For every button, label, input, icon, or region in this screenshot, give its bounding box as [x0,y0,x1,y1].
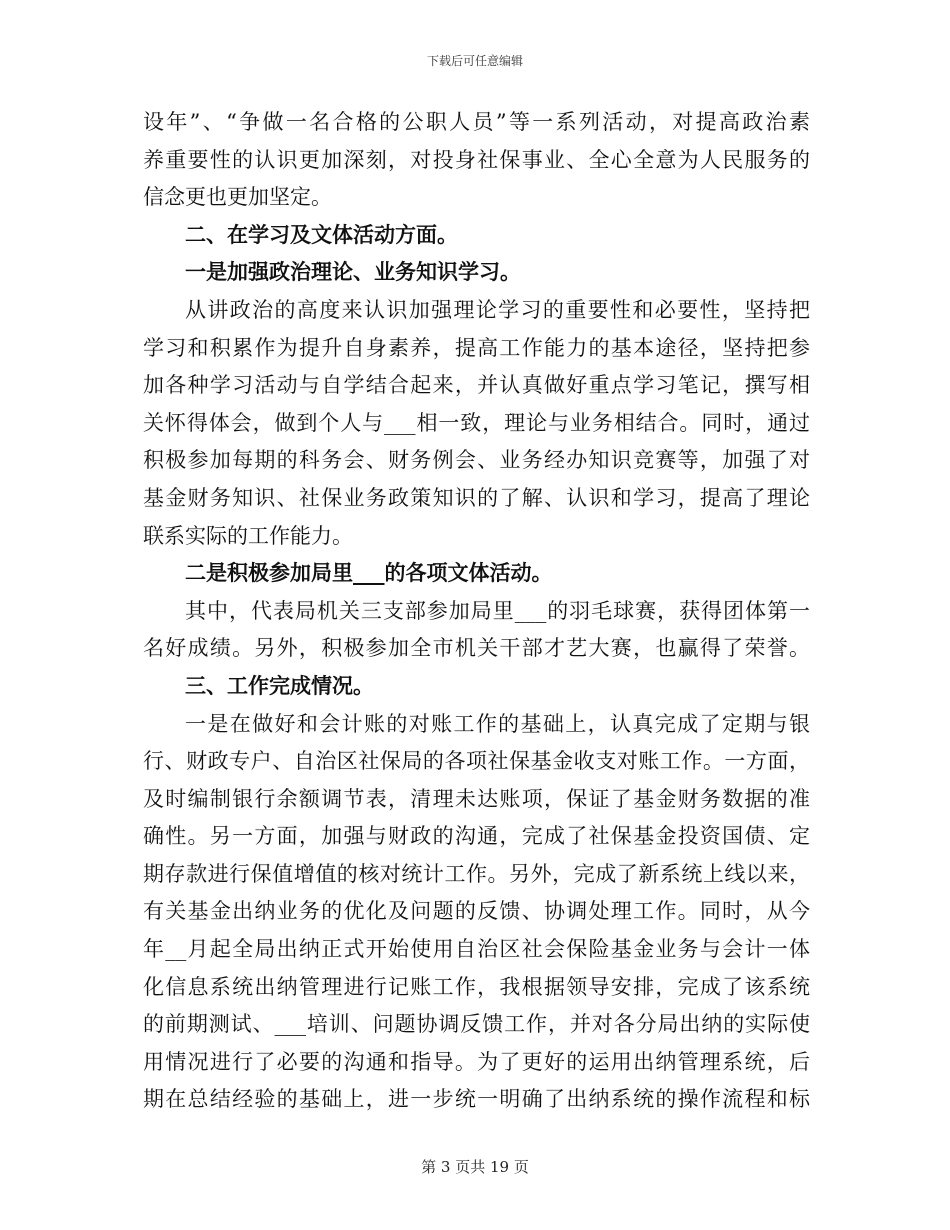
section-heading-line: 二是积极参加局里___的各项文体活动。 [185,561,553,586]
body-text-line: 基金财务知识、社保业务政策知识的了解、认识和学习，提高了理论 [143,485,810,510]
document-body [143,104,810,1119]
body-text-line: 关怀得体会，做到个人与___相一致，理论与业务相结合。同时，通过 [143,410,810,435]
section-heading-line: 二、在学习及文体活动方面。 [185,222,458,247]
body-text-line: 从讲政治的高度来认识加强理论学习的重要性和必要性，坚持把 [185,297,810,322]
section-heading-line: 一是加强政治理论、业务知识学习。 [185,260,521,285]
body-text-line: 联系实际的工作能力。 [143,523,353,548]
body-text-line: 信念更也更加坚定。 [143,185,332,210]
page-header: 下载后可任意编辑 [426,54,523,68]
body-text-line: 一是在做好和会计账的对账工作的基础上，认真完成了定期与银 [185,711,810,736]
body-text-line: 有关基金出纳业务的优化及问题的反馈、协调处理工作。同时，从今 [143,899,810,924]
body-text-line: 养重要性的认识更加深刻，对投身社保事业、全心全意为人民服务的 [143,147,810,172]
body-text-line: 用情况进行了必要的沟通和指导。为了更好的运用出纳管理系统，后 [143,1049,810,1074]
section-heading-line: 三、工作完成情况。 [185,673,374,698]
body-text-line: 期在总结经验的基础上，进一步统一明确了出纳系统的操作流程和标 [143,1087,810,1112]
page-footer: 第 3 页共 19 页 [421,1158,529,1176]
body-text-line: 学习和积累作为提升自身素养，提高工作能力的基本途径，坚持把参 [143,335,810,360]
body-text-line: 行、财政专户、自治区社保局的各项社保基金收支对账工作。一方面， [143,749,810,774]
body-text-line: 及时编制银行余额调节表，清理未达账项，保证了基金财务数据的准 [143,786,810,811]
body-text-line: 期存款进行保值增值的核对统计工作。另外，完成了新系统上线以来， [143,861,810,886]
body-text-line: 化信息系统出纳管理进行记账工作，我根据领导安排，完成了该系统 [143,974,810,999]
body-text-line: 设年”、“争做一名合格的公职人员”等一系列活动，对提高政治素 [143,110,810,134]
body-text-line: 名好成绩。另外，积极参加全市机关干部才艺大赛，也赢得了荣誉。 [143,636,810,661]
body-text-line: 的前期测试、___培训、问题协调反馈工作，并对各分局出纳的实际使 [143,1012,810,1037]
body-text-line: 积极参加每期的科务会、财务例会、业务经办知识竞赛等，加强了对 [143,448,810,473]
body-text-line: 其中，代表局机关三支部参加局里___的羽毛球赛，获得团体第一 [185,598,810,623]
body-text-line: 年__月起全局出纳正式开始使用自治区社会保险基金业务与会计一体 [143,937,810,962]
body-text-line: 加各种学习活动与自学结合起来，并认真做好重点学习笔记，撰写相 [143,373,810,398]
body-text-line: 确性。另一方面，加强与财政的沟通，完成了社保基金投资国债、定 [143,824,810,849]
